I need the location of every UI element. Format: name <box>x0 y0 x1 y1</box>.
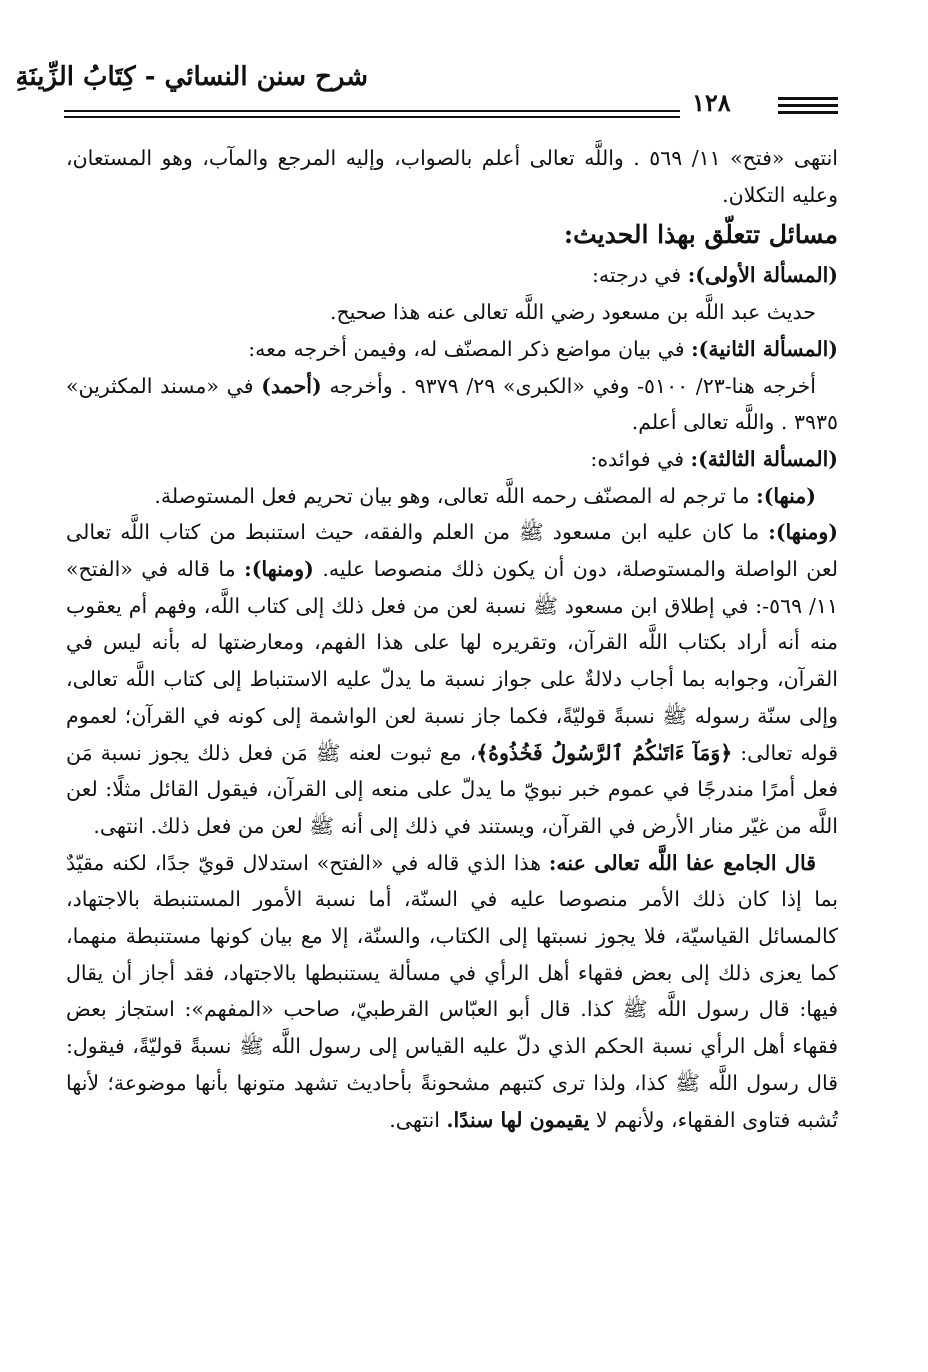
benefit-three-text-b: ، مع ثبوت لعنه ﷺ مَن فعل ذلك يجوز نسبة مَن فعل أمرًا مندرجًا في عموم خبر نبويّ ما يدلّ على منعه إلى القرآن، فيقول القائل مثلًا: لعن اللَّه من غيّر منار الأرض في القرآن، ويستند في ذلك إلى أنه ﷺ لعن من فعل ذلك. انتهى. <box>66 740 838 838</box>
benefit-two-label: (ومنها): <box>768 520 838 545</box>
benefit-two-three <box>66 514 838 844</box>
running-title: شرح سنن النسائي - كِتَابُ الزِّينَةِ <box>15 62 368 92</box>
takhrij-text-a: أخرجه هنا-٢٣/ ٥١٠٠- وفي «الكبرى» ٢٩/ ٩٣٧٩ . وأخرجه <box>321 373 816 398</box>
compiler-text-bold: يقيمون لها سندًا. <box>446 1107 590 1132</box>
issue-one-text: في درجته: <box>591 263 688 288</box>
page-number-rule-1 <box>778 97 838 100</box>
page-number-rule-2 <box>778 104 838 107</box>
paragraph-fath-end: انتهى «فتح» ١١/ ٥٦٩ . واللَّه تعالى أعلم بالصواب، وإليه المرجع والمآب، وهو المستعان، وعليه التكلان. <box>66 146 838 207</box>
benefit-one <box>66 478 838 515</box>
compiler-end: انتهى. <box>389 1107 447 1132</box>
issue-three-text: في فوائده: <box>590 446 691 471</box>
issue-one <box>66 257 838 294</box>
page-number-rule-3 <box>778 111 838 114</box>
paragraph-takhrij <box>66 368 838 441</box>
issue-three <box>66 441 838 478</box>
header-rule-top <box>64 110 680 112</box>
benefit-three-label: (ومنها): <box>244 557 314 582</box>
takhrij-ahmad: (أحمد) <box>261 373 322 398</box>
issue-one-label: (المسألة الأولى): <box>687 263 838 288</box>
takhrij-text-b: في «مسند المكثرين» ٣٩٣٥ . واللَّه تعالى أعلم. <box>66 373 838 435</box>
paragraph-grade: حديث عبد اللَّه بن مسعود رضي اللَّه تعالى عنه هذا صحيح. <box>329 300 816 325</box>
body-text <box>66 140 838 1138</box>
issue-three-label: (المسألة الثالثة): <box>690 446 838 471</box>
compiler-comment <box>66 845 838 1139</box>
benefit-one-label: (منها): <box>756 483 816 508</box>
issue-two-label: (المسألة الثانية): <box>691 336 838 361</box>
benefit-two-text: ما كان عليه ابن مسعود ﷺ من العلم والفقه، حيث استنبط من كتاب اللَّه تعالى لعن الواصلة والمستوصلة، دون أن يكون ذلك منصوصا عليه. <box>66 520 839 582</box>
benefit-one-text: ما ترجم له المصنّف رحمه اللَّه تعالى، وهو بيان تحريم فعل المستوصلة. <box>154 483 757 508</box>
quran-verse: ﴿وَمَآ ءَاتَىٰكُمُ ٱلرَّسُولُ فَخُذُوهُ﴾ <box>476 740 733 765</box>
section-heading: مسائل تتعلّق بهذا الحديث: <box>563 220 838 250</box>
page-number: ١٢٨ <box>692 88 731 117</box>
benefit-three-text: ما قاله في «الفتح» ١١/ ٥٦٩-: في إطلاق ابن مسعود ﷺ نسبة لعن من فعل ذلك إلى كتاب اللَّه، وفهم أم يعقوب منه أنه أراد بكتاب اللَّه القرآن، وتقريره لها على هذا الفهم، ومعارضتها له بأنه ليس في القرآن، وجوابه بما أجاب دلالةٌ على جواز نسبة ما يدلّ عليه الاستنباط إلى كتاب اللَّه تعالى، وإلى سنّة رسوله ﷺ نسبةً قوليّةً، فكما جاز نسبة لعن الواشمة إلى كونه في القرآن؛ لعموم قوله تعالى: <box>66 557 838 765</box>
issue-two-text: في بيان مواضع ذكر المصنّف له، وفيمن أخرجه معه: <box>248 336 692 361</box>
issue-two <box>66 331 838 368</box>
header-rule-bottom <box>64 116 680 118</box>
compiler-text: هذا الذي قاله في «الفتح» استدلال قويّ جدًا، لكنه مقيّدٌ بما إذا كان ذلك الأمر منصوصا عليه في السنّة، أما نسبة الأمور المستنبطة بالاجتهاد، كالمسائل القياسيّة، فلا يجوز نسبتها إلى الكتاب، والسنّة، إلا مع بيان كونها مستنبطة منهما، كما يعزى ذلك إلى بعض فقهاء أهل الرأي في مسألة يستنبطها بالاجتهاد، فقد أجاز أن يقال فيها: قال رسول اللَّه ﷺ كذا. قال أبو العبّاس القرطبيّ، صاحب «المفهم»: استجاز بعض فقهاء أهل الرأي نسبة الحكم الذي دلّ عليه القياس إلى رسول اللَّه ﷺ نسبةً قوليّةً، فيقول: قال رسول اللَّه ﷺ كذا، ولذا ترى كتبهم مشحونةً بأحاديث تشهد متونها بأنها موضوعة؛ لأنها تُشبه فتاوى الفقهاء، ولأنهم لا <box>66 850 838 1132</box>
compiler-label: قال الجامع عفا اللَّه تعالى عنه: <box>548 850 816 875</box>
